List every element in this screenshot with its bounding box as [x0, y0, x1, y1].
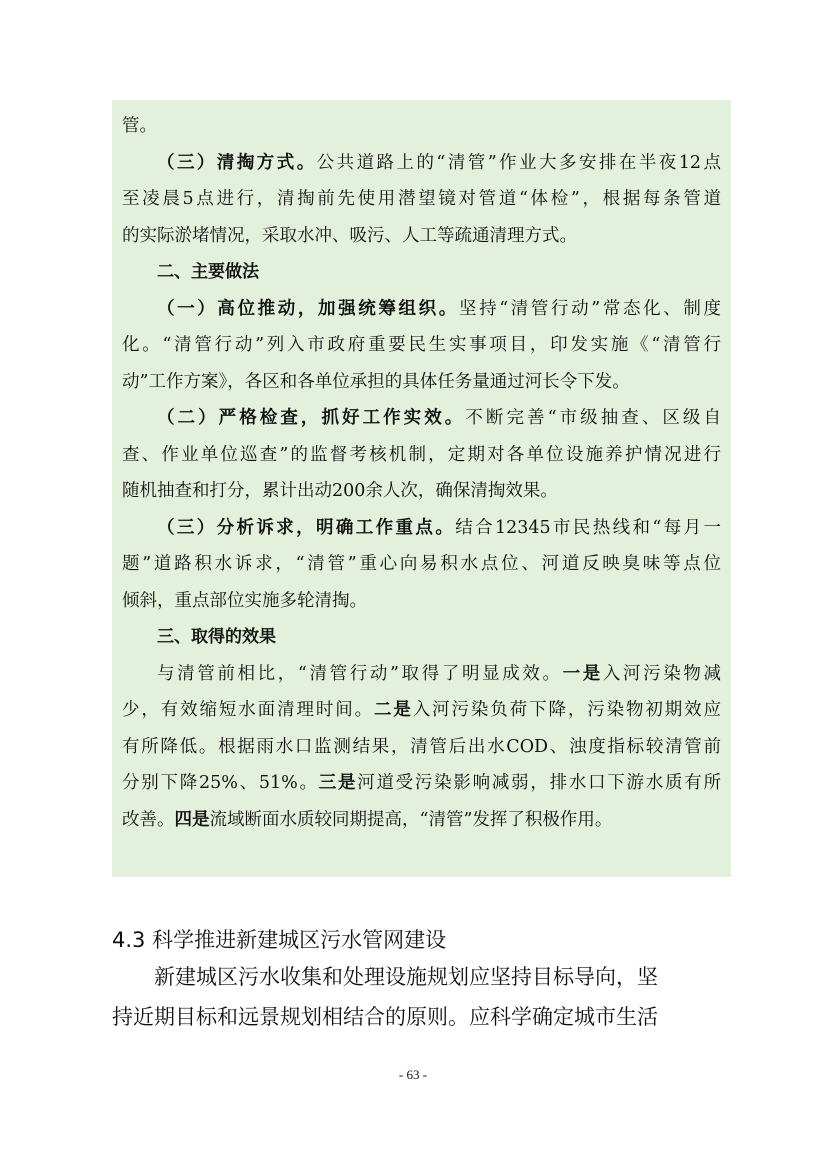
text-span: 化。“清管行动”列入市政府重要民生实事项目，印发实施《“清管行 — [122, 335, 721, 355]
text-span: 动”工作方案》，各区和各单位承担的具体任务量通过河长令下发。 — [122, 371, 630, 392]
text-line — [122, 692, 721, 729]
bold-lead: （三）分析诉求，明确工作重点。 — [157, 517, 456, 538]
text-span: 至凌晨5点进行，清掏前先使用潜望镜对管道“体检”，根据每条管道 — [122, 189, 721, 209]
bold-marker: 三是 — [318, 773, 358, 793]
text-span: 有所降低。根据雨水口监测结果，清管后出水COD、浊度指标较清管前 — [122, 736, 721, 757]
text-span: 随机抽查和打分，累计出动200余人次，确保清掏效果。 — [122, 481, 558, 501]
text-span: 分别下降25%、51%。 — [122, 773, 319, 793]
text-line — [122, 510, 721, 547]
text-line — [122, 108, 721, 145]
text-line — [122, 546, 721, 583]
text-line — [122, 729, 721, 766]
bold-lead: （二）严格检查，抓好工作实效。 — [157, 408, 466, 428]
text-line — [122, 400, 721, 437]
page-number: - 63 - — [398, 1067, 428, 1082]
case-study-box — [112, 100, 731, 877]
bold-marker: 四是 — [174, 809, 210, 830]
text-span: 坚持“清管行动”常态化、制度 — [458, 298, 721, 319]
body-line: 持近期目标和远景规划相结合的原则。应科学确定城市生活 — [112, 1005, 658, 1029]
bold-lead: （三）清掏方式。 — [157, 152, 317, 173]
section-heading-practices: 二、主要做法 — [157, 262, 259, 282]
text-span: 管。 — [122, 116, 157, 136]
text-line — [122, 473, 721, 510]
text-line — [122, 218, 721, 255]
text-span: 少，有效缩短水面清理时间。 — [122, 700, 374, 720]
text-span: 题”道路积水诉求，“清管”重心向易积水点位、河道反映臭味等点位 — [122, 554, 721, 574]
text-span: 入河污染负荷下降，污染物初期效应 — [412, 700, 721, 720]
text-span: 入河污染物减 — [602, 663, 721, 684]
text-span: 公共道路上的“清管”作业大多安排在半夜12点 — [316, 152, 721, 173]
bold-marker: 二是 — [373, 700, 413, 720]
text-line — [122, 437, 721, 474]
bold-lead: （一）高位推动，加强统筹组织。 — [157, 298, 459, 319]
text-span: 河道受污染影响减弱，排水口下游水质有所 — [357, 773, 721, 793]
body-line: 新建城区污水收集和处理设施规划应坚持目标导向，坚 — [112, 965, 658, 989]
text-span: 倾斜，重点部位实施多轮清掏。 — [122, 590, 367, 611]
text-span: 与清管前相比，“清管行动”取得了明显成效。 — [157, 663, 563, 684]
text-line — [122, 181, 721, 218]
text-line — [122, 364, 721, 401]
section-title: 4.3 科学推进新建城区污水管网建设 — [112, 928, 447, 952]
section-heading-results: 三、取得的效果 — [157, 627, 276, 647]
text-line — [122, 327, 721, 364]
text-span: 的实际淤堵情况，采取水冲、吸污、人工等疏通清理方式。 — [122, 225, 577, 246]
text-line — [122, 145, 721, 182]
text-span: 改善。 — [122, 809, 175, 830]
text-line — [122, 765, 721, 802]
text-span: 查、作业单位巡查”的监督考核机制，定期对各单位设施养护情况进行 — [122, 444, 721, 465]
text-span: 结合12345市民热线和“每月一 — [455, 517, 721, 538]
text-line — [122, 802, 721, 839]
text-line — [122, 656, 721, 693]
text-span: 不断完善“市级抽查、区级自 — [465, 408, 721, 428]
text-span: 流域断面水质较同期提高，“清管”发挥了积极作用。 — [209, 809, 613, 830]
bold-marker: 一是 — [562, 663, 603, 684]
text-line — [122, 291, 721, 328]
text-line — [122, 583, 721, 620]
